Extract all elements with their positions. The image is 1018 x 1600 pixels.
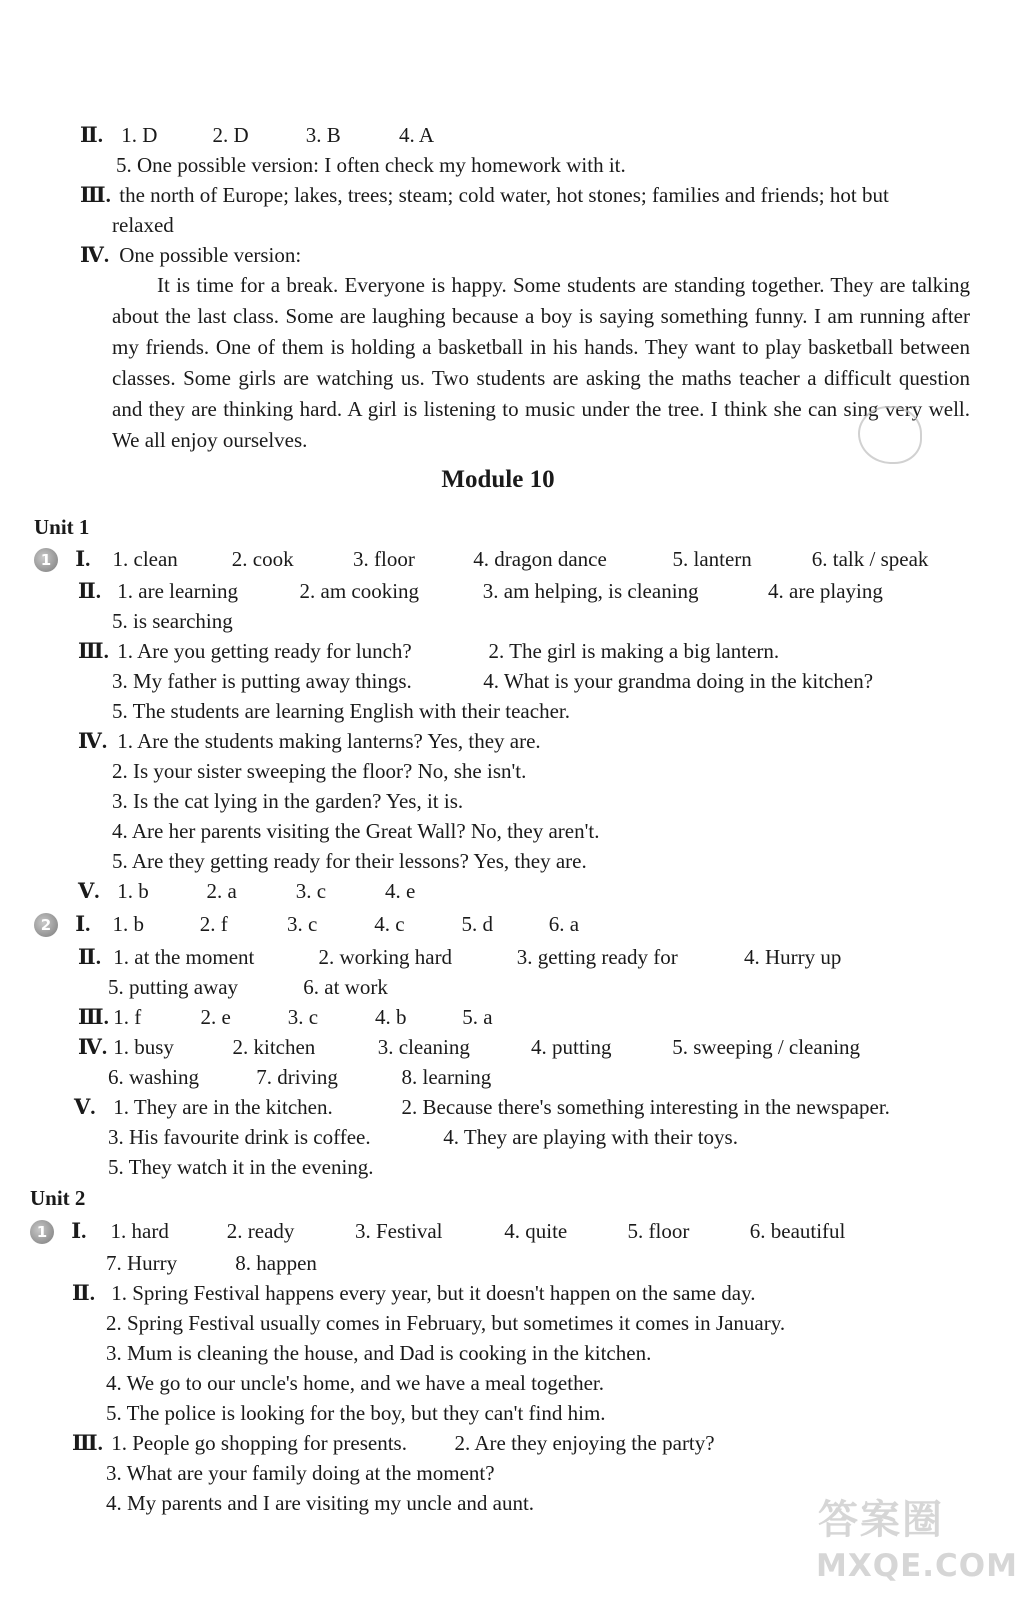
answer-item: 2. a xyxy=(206,879,237,903)
answer-item: 4. quite xyxy=(504,1219,568,1243)
answer-item: 2. D xyxy=(212,123,249,147)
answer-item: 4. A xyxy=(399,123,435,147)
answer-item: 2. ready xyxy=(226,1219,295,1243)
answer-item: 4. are playing xyxy=(768,579,883,603)
answer-line: 5. is searching xyxy=(112,609,233,633)
answer-line xyxy=(78,1004,493,1030)
answer-item: 1. clean xyxy=(112,547,178,571)
answer-item: 2. e xyxy=(200,1005,231,1029)
answer-item: 5. a xyxy=(462,1005,493,1029)
answer-line xyxy=(80,122,434,148)
answer-item: 2. Because there's something interesting in the newspaper. xyxy=(401,1095,890,1119)
answer-line: 2. Spring Festival usually comes in February, but sometimes it comes in January. xyxy=(106,1311,786,1335)
answer-line xyxy=(78,728,541,754)
answer-line: 3. Mum is cleaning the house, and Dad is cooking in the kitchen. xyxy=(106,1341,652,1365)
answer-item: 4. putting xyxy=(531,1035,612,1059)
answer-item: 1. are learning xyxy=(117,579,238,603)
answer-item: 6. washing xyxy=(108,1065,199,1089)
answer-item: 4. They are playing with their toys. xyxy=(443,1125,738,1149)
answer-item: 7. driving xyxy=(256,1065,338,1089)
answer-line: 3. What are your family doing at the moment? xyxy=(106,1461,495,1485)
answer-item: 2. f xyxy=(199,912,228,936)
section-numeral: Ⅱ. xyxy=(78,579,101,603)
section-numeral: Ⅳ. xyxy=(78,729,108,753)
answer-item: 3. getting ready for xyxy=(516,945,678,969)
answer-line xyxy=(108,1064,491,1090)
section-numeral: Ⅱ. xyxy=(80,123,103,147)
answer-line xyxy=(78,944,841,970)
answer-line xyxy=(112,668,873,694)
answer-item: 4. b xyxy=(375,1005,407,1029)
answer-line xyxy=(80,182,889,208)
answer-line: 4. Are her parents visiting the Great Wall? No, they aren't. xyxy=(112,819,600,843)
section-badge: 1 xyxy=(34,548,58,572)
answer-item: 1. at the moment xyxy=(113,945,255,969)
answer-text: 1. Spring Festival happens every year, but it doesn't happen on the same day. xyxy=(111,1281,756,1305)
answer-item: 8. learning xyxy=(401,1065,492,1089)
answer-item: 5. putting away xyxy=(108,975,239,999)
answer-line xyxy=(34,546,928,572)
answer-line xyxy=(72,1430,715,1456)
answer-line: 4. We go to our uncle's home, and we have a meal together. xyxy=(106,1371,604,1395)
answer-item: 4. What is your grandma doing in the kitchen? xyxy=(483,669,874,693)
answer-text: the north of Europe; lakes, trees; steam; cold water, hot stones; families and friends; hot but xyxy=(119,183,889,207)
answer-item: 2. Are they enjoying the party? xyxy=(454,1431,715,1455)
answer-line: 3. Is the cat lying in the garden? Yes, it is. xyxy=(112,789,464,813)
section-numeral: Ⅰ. xyxy=(75,547,91,571)
answer-item: 4. e xyxy=(385,879,416,903)
section-numeral: Ⅲ. xyxy=(80,183,111,207)
answer-item: 1. f xyxy=(113,1005,142,1029)
essay-paragraph: It is time for a break. Everyone is happy. Some students are standing together. They are talking about the last class. Some are laughing because a boy is saying something funny. I am running after my friends. One of them is holding a basketball in his hands. They want to play basketball between classes. Some girls are watching us. Two students are asking the maths teacher a difficult question and they are thinking hard. A girl is listening to music under the tree. I think she can sing very well. We all enjoy ourselves. xyxy=(112,273,970,452)
unit-title: Unit 2 xyxy=(30,1186,86,1210)
answer-line: relaxed xyxy=(112,213,174,237)
section-numeral: Ⅲ. xyxy=(78,1005,109,1029)
answer-item: 2. kitchen xyxy=(232,1035,316,1059)
answer-line: 5. The students are learning English with their teacher. xyxy=(112,699,570,723)
section-numeral: Ⅳ. xyxy=(78,1035,108,1059)
answer-item: 8. happen xyxy=(235,1251,317,1275)
section-badge: 1 xyxy=(30,1220,54,1244)
answer-line xyxy=(34,911,579,937)
section-numeral: Ⅴ. xyxy=(78,879,100,903)
answer-item: 3. B xyxy=(305,123,341,147)
answer-item: 4. Hurry up xyxy=(744,945,842,969)
answer-line xyxy=(78,578,883,604)
answer-item: 2. working hard xyxy=(318,945,453,969)
section-numeral: Ⅱ. xyxy=(72,1281,95,1305)
answer-item: 1. busy xyxy=(113,1035,174,1059)
answer-item: 2. am cooking xyxy=(299,579,420,603)
answer-line: 5. Are they getting ready for their lessons? Yes, they are. xyxy=(112,849,587,873)
answer-item: 3. am helping, is cleaning xyxy=(482,579,699,603)
watermark-site: MXQE.COM xyxy=(816,1548,1018,1584)
answer-item: 6. at work xyxy=(303,975,388,999)
answer-item: 3. Festival xyxy=(355,1219,443,1243)
answer-item: 5. d xyxy=(461,912,493,936)
unit-title: Unit 1 xyxy=(34,515,90,539)
answer-item: 2. cook xyxy=(231,547,294,571)
answer-item: 3. floor xyxy=(353,547,415,571)
answer-line xyxy=(78,878,415,904)
answer-line: 4. My parents and I are visiting my uncle and aunt. xyxy=(106,1491,535,1515)
answer-item: 1. D xyxy=(121,123,158,147)
answer-line: 5. The police is looking for the boy, but they can't find him. xyxy=(106,1401,606,1425)
section-numeral: Ⅰ. xyxy=(75,912,91,936)
answer-line xyxy=(108,1124,738,1150)
answer-line: 5. One possible version: I often check my homework with it. xyxy=(116,153,626,177)
answer-item: 1. They are in the kitchen. xyxy=(113,1095,333,1119)
section-numeral: Ⅲ. xyxy=(78,639,109,663)
answer-item: 1. b xyxy=(112,912,144,936)
answer-line xyxy=(30,1218,845,1244)
answer-line xyxy=(78,638,779,664)
answer-text: One possible version: xyxy=(119,243,302,267)
answer-item: 6. a xyxy=(548,912,580,936)
answer-item: 1. Are you getting ready for lunch? xyxy=(117,639,412,663)
answer-line: 2. Is your sister sweeping the floor? No, she isn't. xyxy=(112,759,527,783)
answer-item: 1. People go shopping for presents. xyxy=(111,1431,407,1455)
answer-item: 3. My father is putting away things. xyxy=(112,669,412,693)
section-numeral: Ⅳ. xyxy=(80,243,110,267)
answer-item: 3. His favourite drink is coffee. xyxy=(108,1125,371,1149)
answer-line xyxy=(80,242,301,268)
answer-item: 3. c xyxy=(295,879,327,903)
section-badge: 2 xyxy=(34,913,58,937)
answer-item: 2. The girl is making a big lantern. xyxy=(488,639,780,663)
section-numeral: Ⅰ. xyxy=(71,1219,87,1243)
answer-line xyxy=(72,1280,756,1306)
answer-item: 1. b xyxy=(117,879,149,903)
answer-item: 5. floor xyxy=(627,1219,690,1243)
answer-line xyxy=(78,1034,860,1060)
stamp-mark xyxy=(858,406,922,464)
answer-line xyxy=(74,1094,890,1120)
answer-line xyxy=(108,974,388,1000)
section-numeral: Ⅱ. xyxy=(78,945,101,969)
answer-item: 6. beautiful xyxy=(749,1219,846,1243)
watermark-brand: 答案圈 xyxy=(818,1497,944,1543)
answer-item: 7. Hurry xyxy=(106,1251,178,1275)
answer-item: 3. c xyxy=(287,912,318,936)
answer-item: 5. lantern xyxy=(672,547,752,571)
answer-item: 4. dragon dance xyxy=(473,547,607,571)
answer-line xyxy=(106,1250,317,1276)
section-numeral: Ⅲ. xyxy=(72,1431,103,1455)
answer-item: 3. cleaning xyxy=(377,1035,470,1059)
answer-item: 1. hard xyxy=(110,1219,169,1243)
module-title: Module 10 xyxy=(441,466,555,493)
section-numeral: Ⅴ. xyxy=(74,1095,96,1119)
answer-item: 6. talk / speak xyxy=(811,547,929,571)
answer-item: 3. c xyxy=(287,1005,319,1029)
answer-line: 5. They watch it in the evening. xyxy=(108,1155,374,1179)
answer-text: 1. Are the students making lanterns? Yes, they are. xyxy=(117,729,541,753)
answer-item: 5. sweeping / cleaning xyxy=(672,1035,861,1059)
answer-item: 4. c xyxy=(374,912,405,936)
